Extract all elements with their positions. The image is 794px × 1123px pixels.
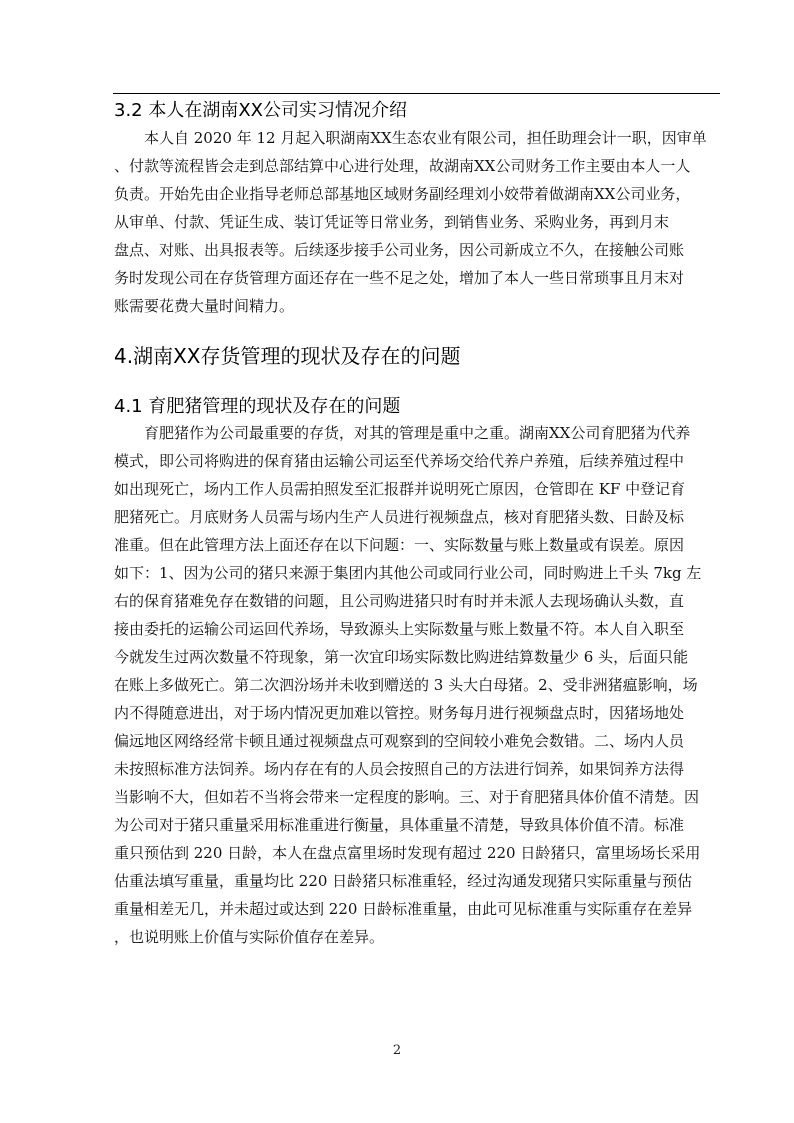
paragraph-line: 在账上多做死亡。第二次泗汾场并未收到赠送的 3 头大白母猪。2、受非洲猪瘟影响，场 (114, 676, 698, 694)
paragraph-line: 盘点、对账、出具报表等。后续逐步接手公司业务，因公司新成立不久，在接触公司账 (114, 241, 685, 259)
section-4-1-paragraph (114, 419, 724, 951)
page-number: 2 (392, 1043, 402, 1058)
paragraph-line: 负责。开始先由企业指导老师总部基地区域财务副经理刘小姣带着做湖南XX公司业务， (114, 185, 691, 203)
section-heading-4: 4.湖南XX存货管理的现状及存在的问题 (114, 344, 461, 368)
paragraph-line: 如下：1、因为公司的猪只来源于集团内其他公司或同行业公司，同时购进上千头 7kg 左 (114, 564, 702, 582)
paragraph-line: 重只预估到 220 日龄，本人在盘点富里场时发现有超过 220 日龄猪只，富里场场长采用 (114, 844, 701, 862)
paragraph-line: 内不得随意进出，对于场内情况更加难以管控。财务每月进行视频盘点时，因猪场地处 (114, 704, 685, 722)
paragraph-line: 未按照标准方法饲养。场内存在有的人员会按照自己的方法进行饲养，如果饲养方法得 (114, 760, 685, 778)
paragraph-line: 从审单、付款、凭证生成、装订凭证等日常业务，到销售业务、采购业务，再到月末 (114, 213, 670, 231)
section-3-2-paragraph (114, 124, 724, 320)
paragraph-line: 今就发生过两次数量不符现象，第一次宜印场实际数比购进结算数量少 6 头，后面只能 (114, 648, 689, 666)
paragraph-line: 如出现死亡，场内工作人员需拍照发至汇报群并说明死亡原因，仓管即在 KF 中登记育 (114, 480, 686, 498)
paragraph-line: 务时发现公司在存货管理方面还存在一些不足之处，增加了本人一些日常琐事且月末对 (114, 269, 685, 287)
paragraph-line: 育肥猪作为公司最重要的存货，对其的管理是重中之重。湖南XX公司育肥猪为代养 (114, 424, 691, 442)
paragraph-line: 、付款等流程皆会走到总部结算中心进行处理，故湖南XX公司财务工作主要由本人一人 (114, 157, 691, 175)
paragraph-line: 偏远地区网络经常卡顿且通过视频盘点可观察到的空间较小难免会数错。二、场内人员 (114, 732, 685, 750)
header-rule (113, 93, 720, 94)
paragraph-line: 接由委托的运输公司运回代养场，导致源头上实际数量与账上数量不符。本人自入职至 (114, 620, 685, 638)
paragraph-line: ，也说明账上价值与实际价值存在差异。 (114, 928, 385, 946)
paragraph-line: 重量相差无几，并未超过或达到 220 日龄标准重量，由此可见标准重与实际重存在差异 (114, 900, 693, 918)
paragraph-line: 模式，即公司将购进的保育猪由运输公司运至代养场交给代养户养殖，后续养殖过程中 (114, 452, 685, 470)
paragraph-line: 准重。但在此管理方法上面还存在以下问题：一、实际数量与账上数量或有误差。原因 (114, 536, 685, 554)
paragraph-line: 本人自 2020 年 12 月起入职湖南XX生态农业有限公司，担任助理会计一职，因审单 (114, 129, 707, 147)
paragraph-line: 估重法填写重量，重量均比 220 日龄猪只标准重轻，经过沟通发现猪只实际重量与预估 (114, 872, 693, 890)
paragraph-line: 为公司对于猪只重量采用标准重进行衡量，具体重量不清楚，导致具体价值不清。标准 (114, 816, 685, 834)
section-heading-3-2: 3.2 本人在湖南XX公司实习情况介绍 (114, 100, 408, 121)
section-heading-4-1: 4.1 育肥猪管理的现状及存在的问题 (114, 396, 401, 417)
paragraph-line: 右的保育猪难免存在数错的问题，且公司购进猪只时有时并未派人去现场确认头数，直 (114, 592, 685, 610)
paragraph-line: 当影响不大，但如若不当将会带来一定程度的影响。三、对于育肥猪具体价值不清楚。因 (114, 788, 700, 806)
paragraph-line: 肥猪死亡。月底财务人员需与场内生产人员进行视频盘点，核对育肥猪头数、日龄及标 (114, 508, 685, 526)
paragraph-line: 账需要花费大量时间精力。 (114, 297, 295, 315)
